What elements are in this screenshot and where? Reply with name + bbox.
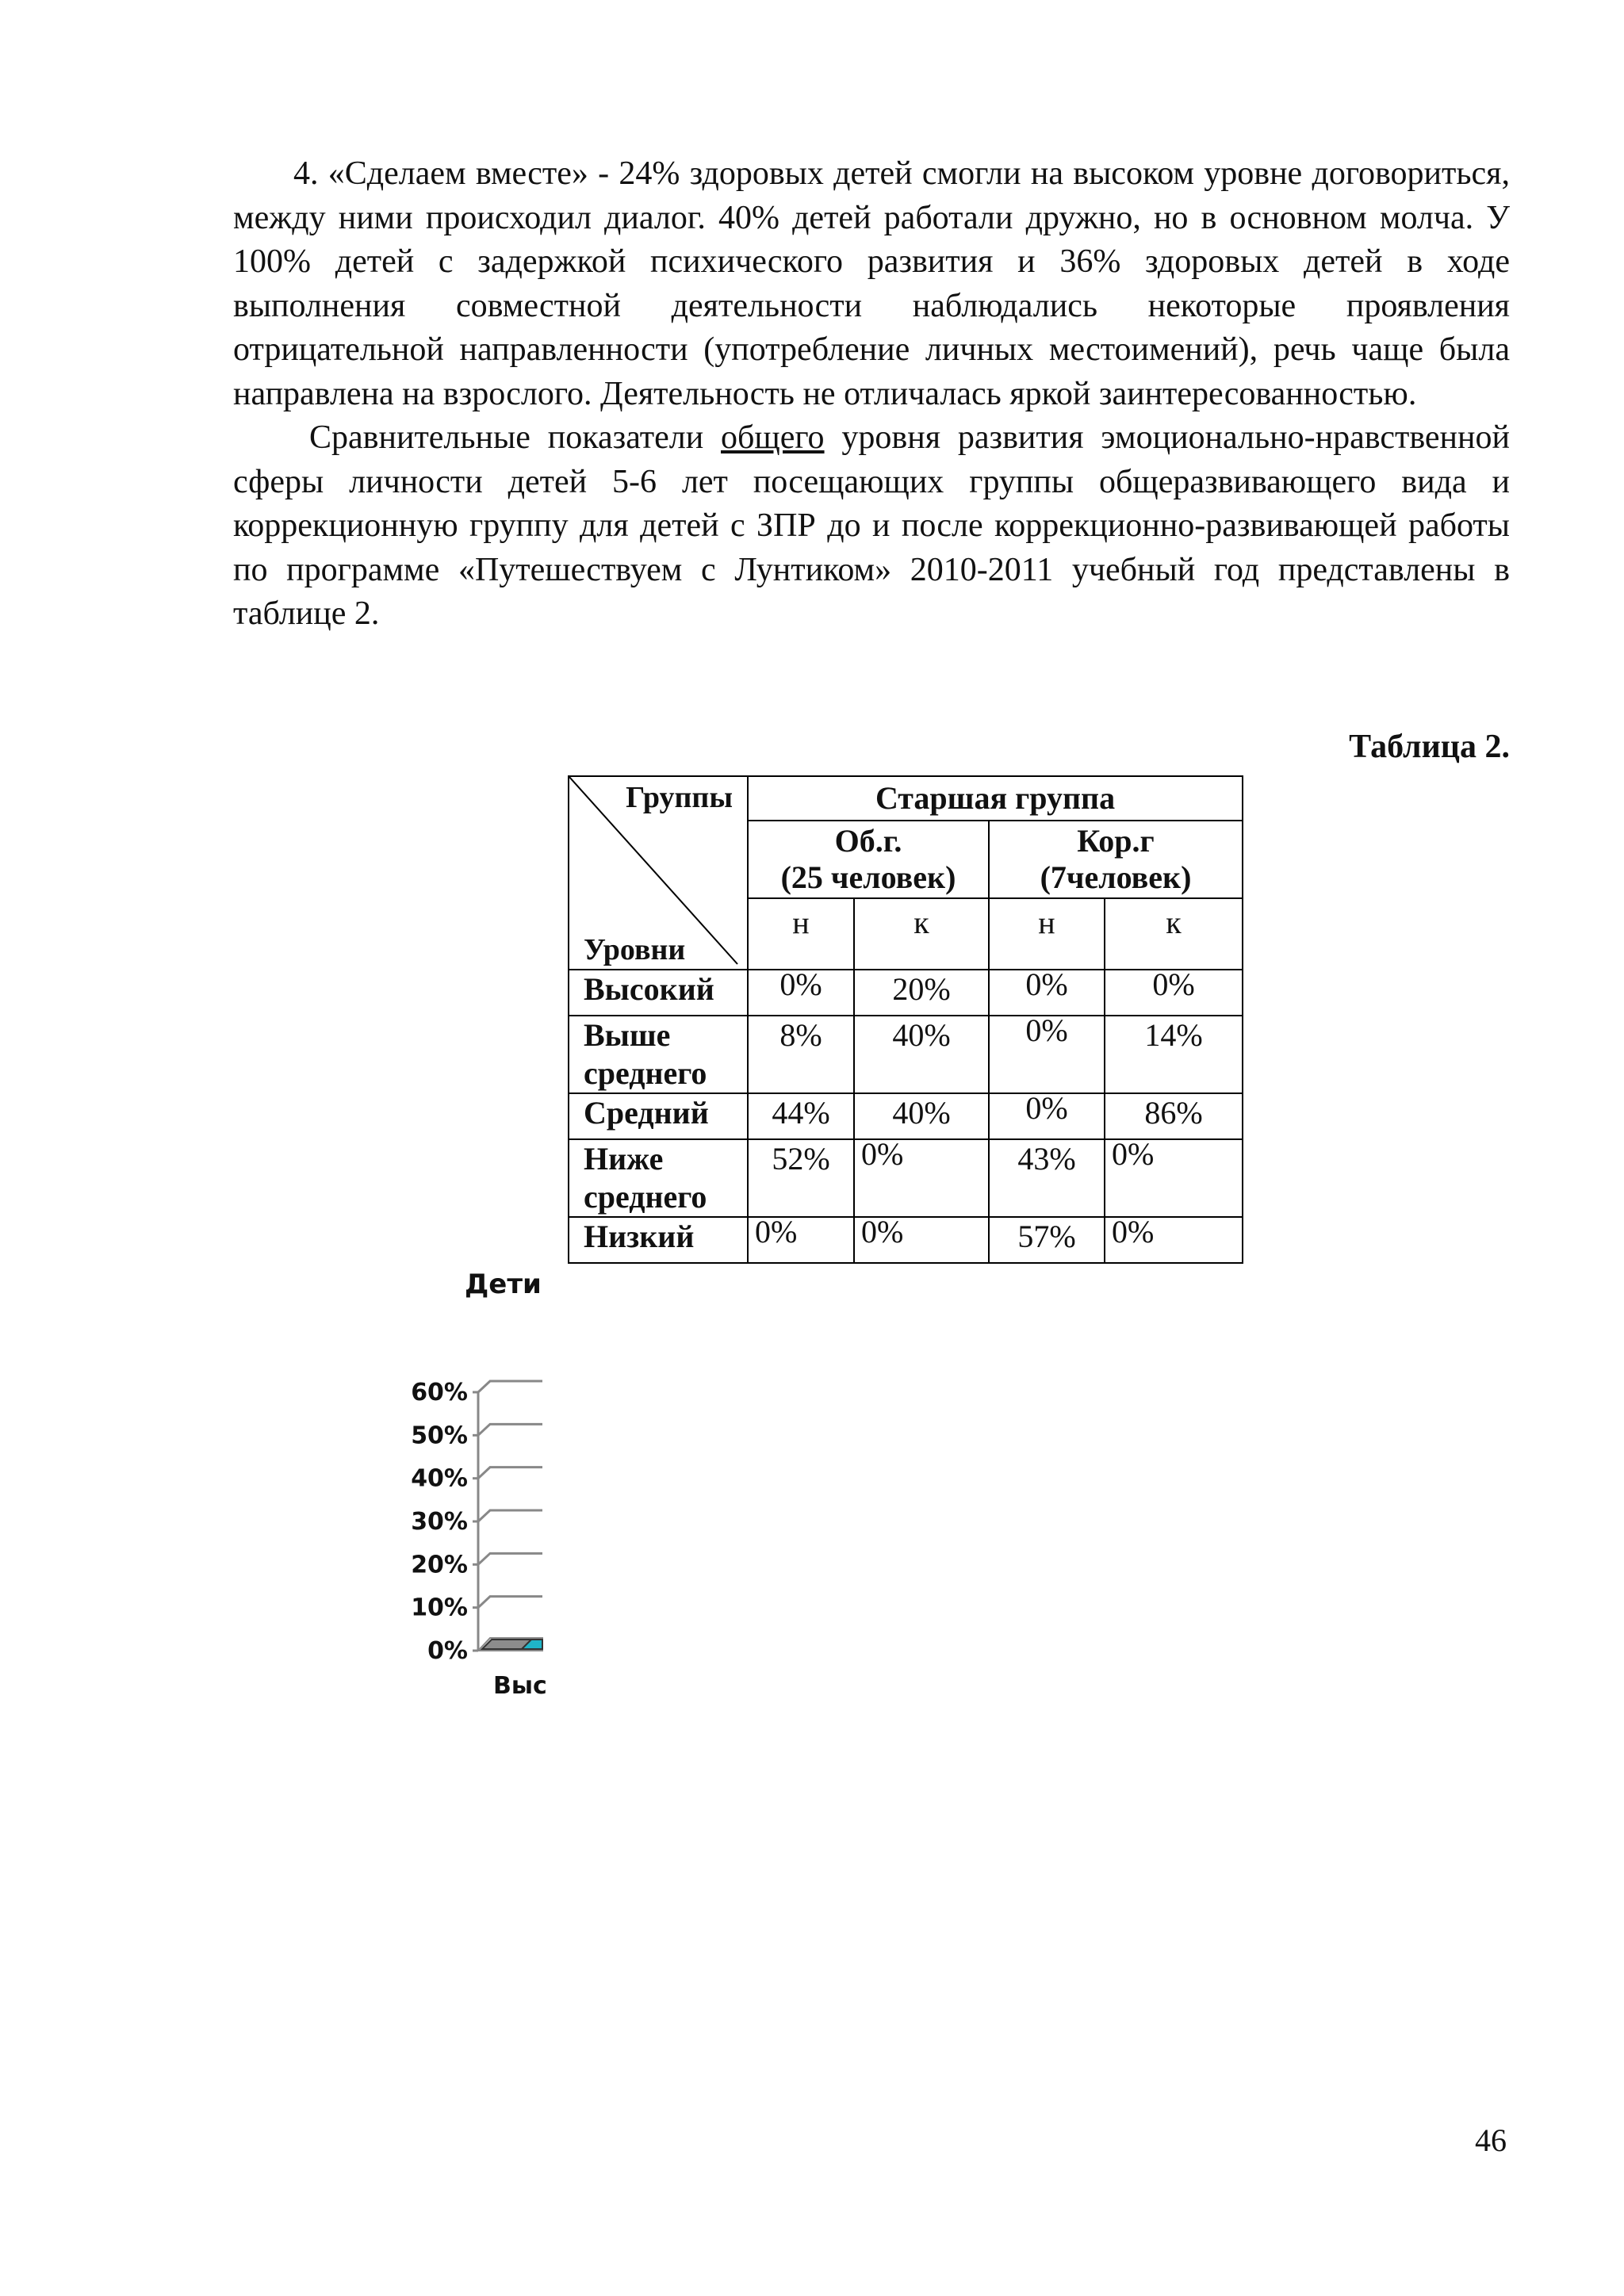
gridline [478, 1553, 542, 1564]
subheader-general: Об.г. (25 человек) [748, 821, 989, 898]
paragraph-2-end: уровня развития эмоционально-нравственной сферы личности детей 5-6 лет посещающих группы общеразвивающего вида и коррекционную группу для детей с ЗПР до и после коррекционно-развивающей работы по программе «Путешествуем с Лунтиком» 2010-2011 учебный год представлены в таблице 2. [233, 419, 1510, 632]
col-k-2: к [1105, 898, 1243, 970]
underlined-word: общего [721, 419, 825, 456]
table-row: Низкий 0% 0% 57% 0% [569, 1217, 1243, 1263]
table-row: Выше среднего 8% 40% 0% 14% [569, 1016, 1243, 1093]
body-text [233, 152, 1510, 637]
paragraph-2-start: Сравнительные показатели [309, 419, 722, 456]
y-tick-label: 60% [411, 1379, 468, 1406]
groups-label: Группы [626, 781, 733, 814]
subheader-correction: Кор.г (7человек) [989, 821, 1243, 898]
x-category-label: Выс [493, 1672, 547, 1700]
page-number: 46 [1475, 2122, 1507, 2158]
gridline [478, 1468, 542, 1479]
levels-label: Уровни [584, 933, 686, 966]
y-tick-label: 50% [411, 1422, 468, 1450]
y-tick-label: 40% [411, 1464, 468, 1493]
y-tick-label: 10% [411, 1594, 468, 1622]
gridline [478, 1424, 542, 1435]
col-k-1: к [854, 898, 989, 970]
table-row: Высокий 0% 20% 0% 0% [569, 970, 1243, 1016]
bar-chart [373, 1364, 579, 1705]
paragraph-1: 4. «Сделаем вместе» - 24% здоровых детей смогли на высоком уровне договориться, между ними происходил диалог. 40% детей работали дружно, но в основном молча. У 100% детей с задержкой психического развития и 36% здоровых детей в ходе выполнения совместной деятельности наблюдались некоторые проявления отрицательной направленности (употребление личных местоимений), речь чаще была направлена на взрослого. Деятельность не отличалась яркой заинтересованностью. [233, 155, 1510, 412]
y-tick-label: 20% [411, 1551, 468, 1579]
diagonal-header-cell [569, 776, 748, 970]
gridline [478, 1510, 542, 1521]
y-axis [411, 1379, 542, 1665]
table-row: Ниже среднего 52% 0% 43% 0% [569, 1139, 1243, 1217]
chart-title: Дети [465, 1269, 542, 1300]
paragraph-2 [233, 416, 1510, 637]
y-tick-label: 0% [427, 1637, 468, 1665]
gridline [478, 1597, 542, 1608]
col-n-1: н [748, 898, 854, 970]
y-tick-label: 30% [411, 1508, 468, 1536]
group-header: Старшая группа [748, 776, 1243, 821]
col-n-2: н [989, 898, 1105, 970]
gridline [478, 1381, 542, 1392]
table-caption: Таблица 2. [1349, 729, 1510, 765]
levels-table [568, 775, 1243, 1264]
table-row: Средний 44% 40% 0% 86% [569, 1093, 1243, 1139]
